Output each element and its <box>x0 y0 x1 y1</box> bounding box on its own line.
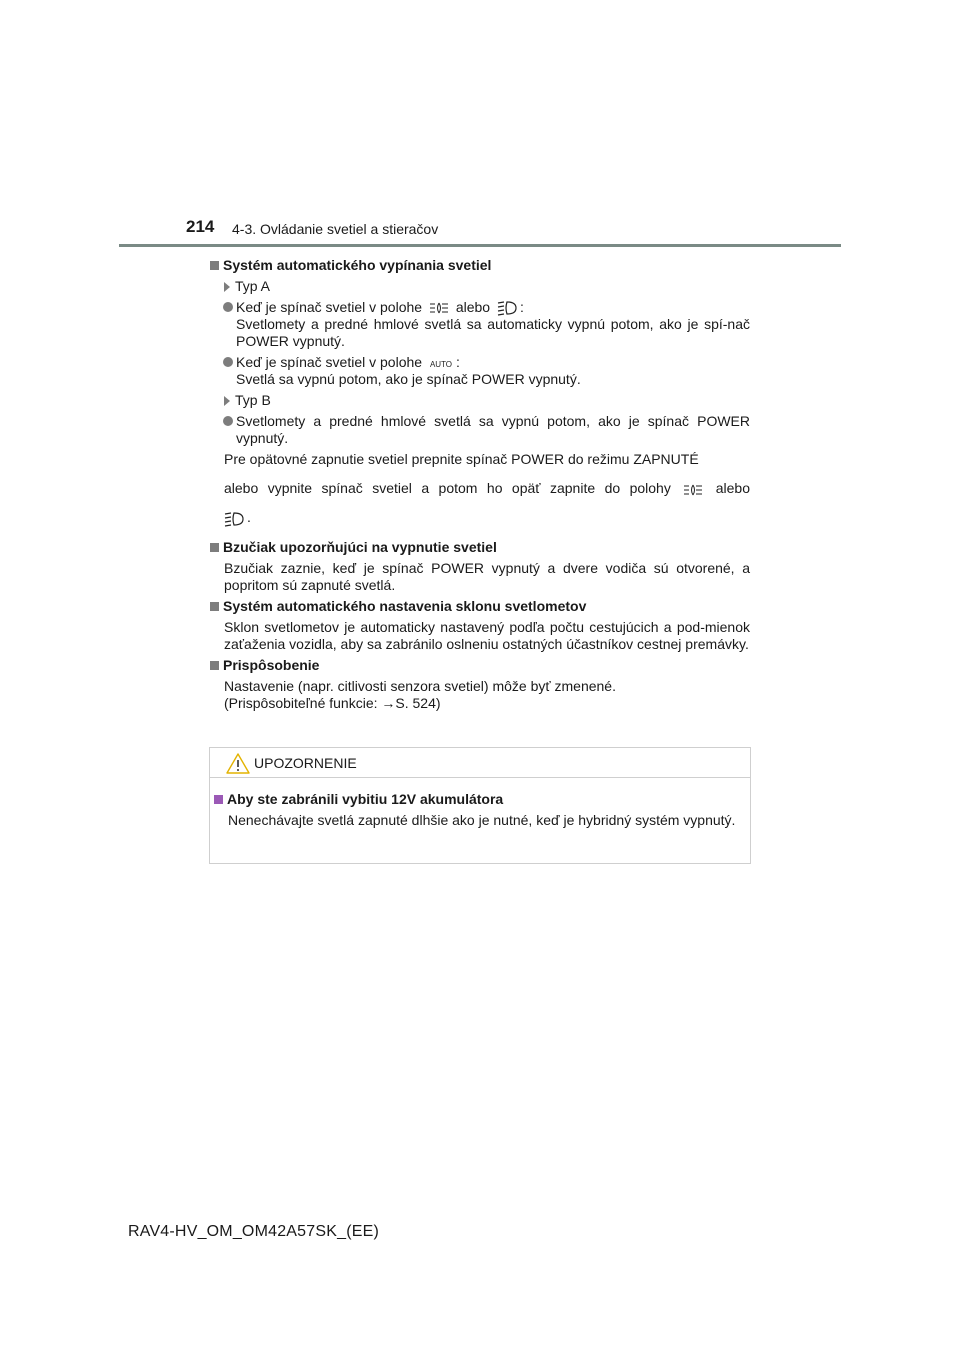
bullet-body: Svetlomety a predné hmlové svetlá sa automaticky vypnú potom, ako je spí-nač POWER vypnutý. <box>236 316 750 350</box>
triangle-bullet-icon <box>224 396 230 406</box>
bullet-or: alebo <box>455 299 491 315</box>
caution-heading <box>214 791 740 808</box>
bullet-item <box>210 354 750 388</box>
paragraph-or: alebo <box>715 480 751 497</box>
page-number: 214 <box>186 217 215 236</box>
paragraph-text: alebo vypnite spínač svetiel a potom ho opäť zapnite do polohy <box>224 480 671 497</box>
section-title: 4-3. Ovládanie svetiel a stieračov <box>232 221 439 237</box>
paragraph-line: Pre opätovné zapnutie svetiel prepnite spínač POWER do režimu ZAPNUTÉ <box>224 451 699 468</box>
paragraph-line <box>224 509 750 526</box>
caution-body <box>214 791 740 829</box>
type-b-label <box>210 392 750 409</box>
reactivate-paragraph <box>210 451 750 526</box>
warning-triangle-icon <box>226 753 250 774</box>
bullet-item <box>210 299 750 350</box>
fog-light-icon <box>683 484 703 496</box>
buzzer-paragraph: Bzučiak zaznie, keď je spínač POWER vypnutý a dvere vodiča sú otvorené, a popritom sú zapnuté svetlá. <box>224 559 750 593</box>
leveling-paragraph: Sklon svetlometov je automaticky nastavený podľa počtu cestujúcich a pod-mienok zaťaženia vozidla, aby sa zabránilo oslneniu ostatných účastníkov cestnej premávky. <box>224 618 750 652</box>
main-content <box>210 253 750 712</box>
square-bullet-icon <box>210 261 219 270</box>
heading-text: Systém automatického nastavenia sklonu svetlometov <box>223 597 587 614</box>
circle-bullet-icon <box>223 416 233 426</box>
square-bullet-icon <box>210 543 219 552</box>
caution-header <box>210 748 750 778</box>
type-label: Typ B <box>235 392 271 409</box>
square-bullet-icon <box>214 795 223 804</box>
document-code: RAV4-HV_OM_OM42A57SK_(EE) <box>128 1223 380 1240</box>
fog-light-icon <box>429 302 449 314</box>
section-heading-auto-off <box>210 257 750 274</box>
heading-text: Bzučiak upozorňujúci na vypnutie svetiel <box>223 538 497 555</box>
auto-icon <box>429 359 453 369</box>
square-bullet-icon <box>210 602 219 611</box>
type-a-label <box>210 278 750 295</box>
section-heading-buzzer <box>210 539 750 556</box>
bullet-body: Svetlá sa vypnú potom, ako je spínač POWER vypnutý. <box>236 371 581 388</box>
bullet-text <box>236 354 581 388</box>
circle-bullet-icon <box>223 302 233 312</box>
cross-reference-link[interactable]: (Prispôsobiteľné funkcie: →S. 524) <box>224 694 441 711</box>
bullet-colon: : <box>519 299 524 315</box>
paragraph-end: . <box>247 509 251 526</box>
headlight-icon <box>224 511 244 527</box>
heading-text: Aby ste zabránili vybitiu 12V akumulátora <box>227 791 504 807</box>
bullet-text <box>236 299 750 350</box>
bullet-lead: Keď je spínač svetiel v polohe <box>236 354 423 371</box>
bullet-colon: : <box>455 354 460 371</box>
section-heading-leveling <box>210 598 750 615</box>
circle-bullet-icon <box>223 357 233 367</box>
square-bullet-icon <box>210 661 219 670</box>
auto-icon-label: AUTO <box>429 359 452 369</box>
caution-paragraph: Nenechávajte svetlá zapnuté dlhšie ako je nutné, keď je hybridný systém vypnutý. <box>228 812 736 828</box>
customization-paragraph <box>210 678 750 712</box>
paragraph-line <box>224 480 750 497</box>
caution-label: UPOZORNENIE <box>254 755 357 771</box>
heading-text: Systém automatického vypínania svetiel <box>223 257 492 273</box>
paragraph-line: Nastavenie (napr. citlivosti senzora svetiel) môže byť zmenené. <box>224 677 616 694</box>
type-label: Typ A <box>235 278 271 294</box>
caution-box <box>209 747 751 864</box>
triangle-bullet-icon <box>224 282 230 292</box>
headlight-icon <box>497 300 517 316</box>
bullet-text: Svetlomety a predné hmlové svetlá sa vypnú potom, ako je spínač POWER vypnutý. <box>236 413 750 447</box>
header-divider <box>119 244 841 247</box>
section-heading-customization <box>210 657 750 674</box>
bullet-lead: Keď je spínač svetiel v polohe <box>236 299 423 315</box>
heading-text: Prispôsobenie <box>223 656 320 673</box>
bullet-item <box>210 413 750 447</box>
